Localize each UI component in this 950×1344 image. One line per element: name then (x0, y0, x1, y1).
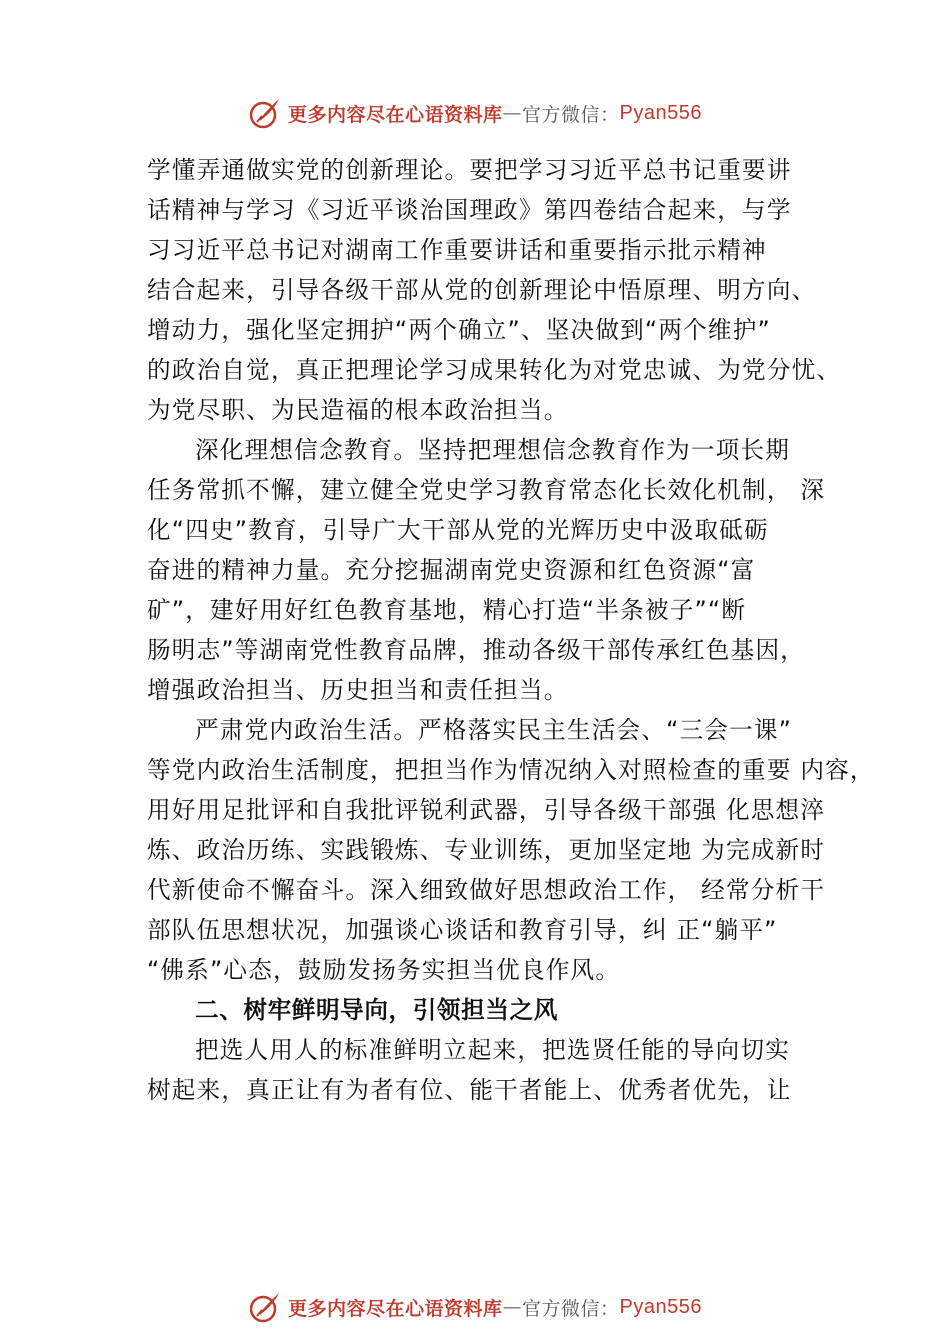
text-line: 学懂弄通做实党的创新理论。要把学习习近平总书记重要讲 (147, 156, 792, 184)
watermark-separator: — (502, 102, 523, 124)
watermark-brand: 更多内容尽在心语资料库 (288, 103, 503, 126)
header-watermark (0, 96, 950, 130)
text-line: 化“四史”教育，引导广大干部从党的光辉历史中汲取砥砺 (147, 516, 769, 544)
text-line: 树起来，真正让有为者有位、能干者能上、优秀者优先，让 (147, 1076, 792, 1104)
quill-logo-icon (248, 96, 282, 130)
paragraph-start-line: 严肃党内政治生活。严格落实民主生活会、“三会一课” (195, 716, 793, 744)
quill-logo-icon (248, 1290, 282, 1324)
text-line: 代新使命不懈奋斗。深入细致做好思想政治工作， 经常分析干 (147, 876, 826, 904)
text-line: 等党内政治生活制度，把担当作为情况纳入对照检查的重要 内容， (147, 756, 875, 784)
text-line: “佛系”心态，鼓励发扬务实担当优良作风。 (147, 956, 621, 984)
watermark-separator: — (502, 1296, 523, 1318)
text-line: 任务常抓不懈，建立健全党史学习教育常态化长效化机制， 深 (147, 476, 826, 504)
text-line: 的政治自觉，真正把理论学习成果转化为对党忠诚、为党分忧、 (147, 356, 842, 384)
watermark-label: 官方微信： (522, 1297, 620, 1320)
text-line: 矿”，建好用好红色教育基地，精心打造“半条被子”“断 (147, 596, 747, 624)
text-line: 部队伍思想状况，加强谈心谈话和教育引导，纠 正“躺平” (147, 916, 778, 944)
text-line: 习习近平总书记对湖南工作重要讲话和重要指示批示精神 (147, 236, 767, 264)
document-body (147, 150, 875, 1110)
text-line: 增强政治担当、历史担当和责任担当。 (147, 676, 569, 704)
footer-watermark (0, 1290, 950, 1324)
text-line: 话精神与学习《习近平谈治国理政》第四卷结合起来，与学 (147, 196, 792, 224)
watermark-label: 官方微信： (522, 103, 620, 126)
text-line: 用好用足批评和自我批评锐利武器，引导各级干部强 化思想淬 (147, 796, 826, 824)
text-line: 为党尽职、为民造福的根本政治担当。 (147, 396, 569, 424)
text-line: 增动力，强化坚定拥护“两个确立”、坚决做到“两个维护” (147, 316, 771, 344)
paragraph-start-line: 深化理想信念教育。坚持把理想信念教育作为一项长期 (195, 436, 791, 464)
watermark-brand: 更多内容尽在心语资料库 (288, 1297, 503, 1320)
watermark-wechat-id: Pyan556 (619, 1295, 702, 1318)
text-line: 炼、政治历练、实践锻炼、专业训练，更加坚定地 为完成新时 (147, 836, 826, 864)
text-line: 肠明志”等湖南党性教育品牌，推动各级干部传承红色基因， (147, 636, 806, 664)
text-line: 奋进的精神力量。充分挖掘湖南党史资源和红色资源“富 (147, 556, 756, 584)
watermark-wechat-id: Pyan556 (619, 101, 702, 124)
text-line: 结合起来，引导各级干部从党的创新理论中悟原理、明方向、 (147, 276, 817, 304)
section-heading: 二、树牢鲜明导向，引领担当之风 (195, 996, 558, 1024)
paragraph-start-line: 把选人用人的标准鲜明立起来，把选贤任能的导向切实 (195, 1036, 791, 1064)
